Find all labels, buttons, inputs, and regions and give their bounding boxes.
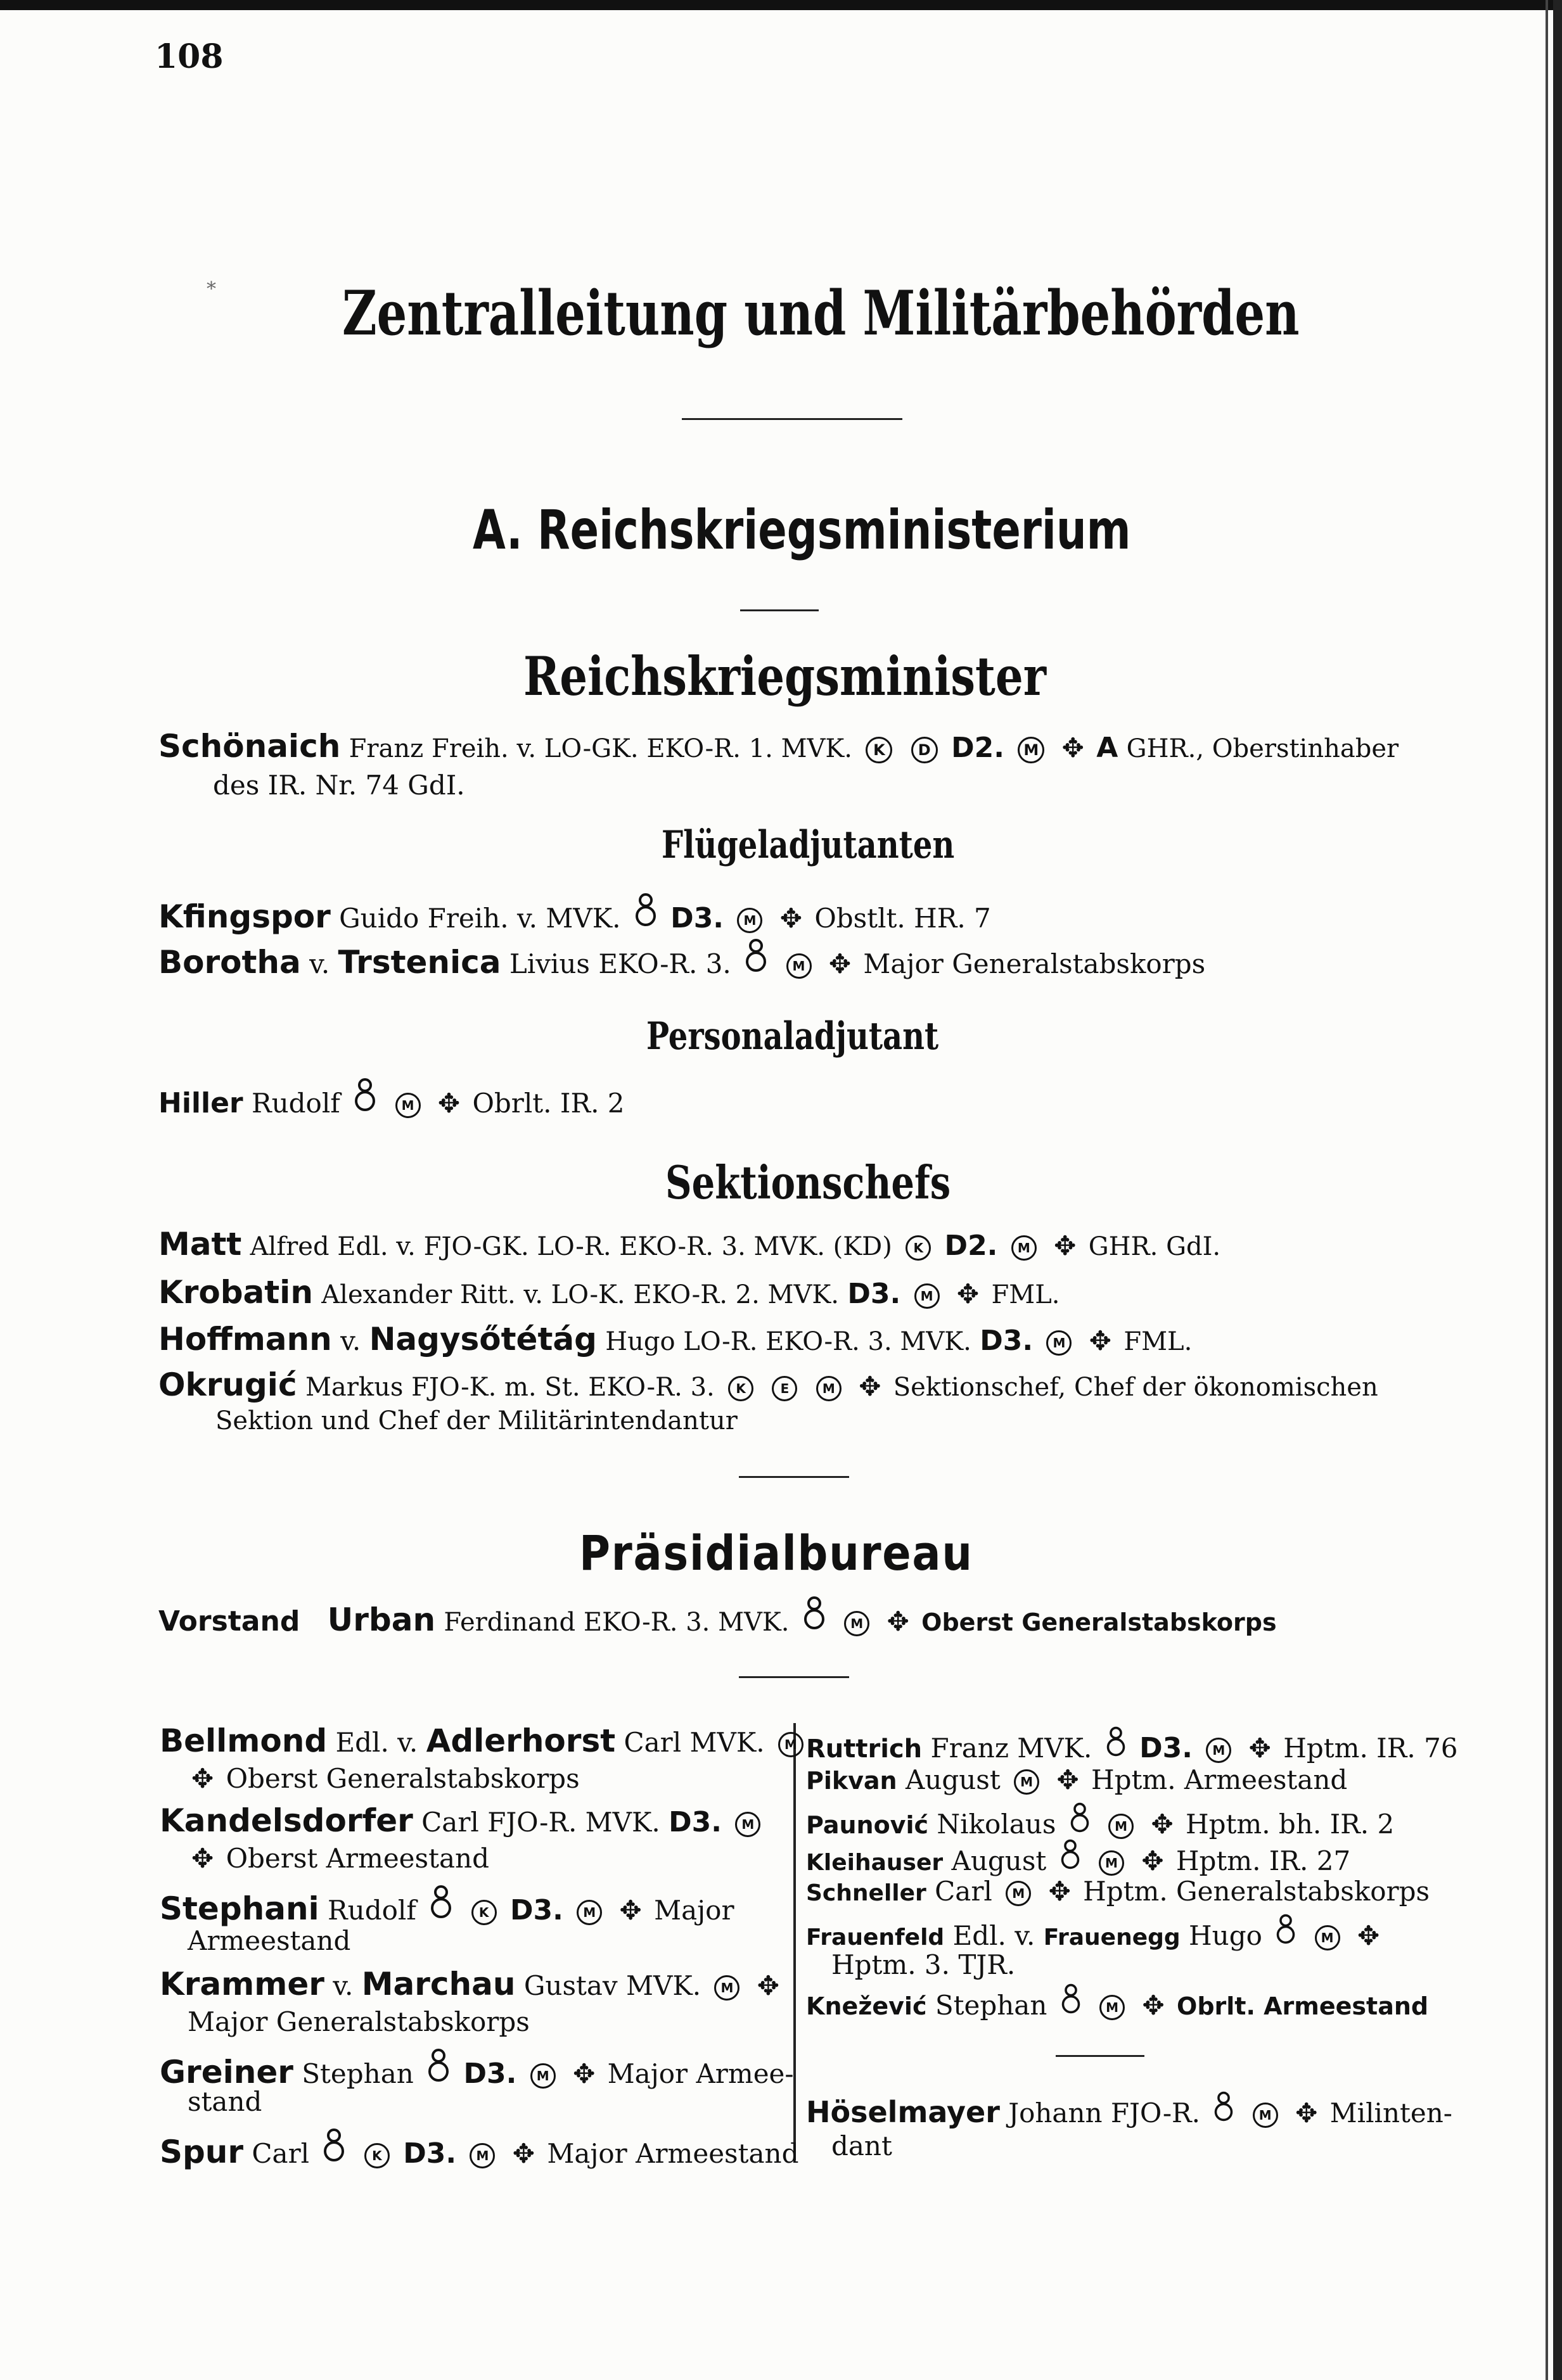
m-badge-icon: M — [1108, 1814, 1134, 1839]
decoration-letter: A — [1096, 732, 1118, 764]
list-item — [160, 1803, 765, 1840]
person-details: Edl. v. — [335, 1727, 418, 1758]
person-name-2: Nagysőtétág — [369, 1321, 597, 1358]
m-badge-icon: M — [1018, 737, 1044, 763]
knot-decoration-icon — [426, 2047, 451, 2083]
list-item-cont — [188, 1843, 489, 1874]
divider — [739, 1476, 849, 1478]
list-item — [806, 2090, 1452, 2129]
knot-decoration-icon — [802, 1595, 827, 1631]
person-details-2: Carl MVK. — [624, 1727, 765, 1758]
m-badge-icon: M — [1099, 1850, 1124, 1876]
list-item-cont: Hptm. 3. TJR. — [831, 1949, 1016, 1980]
decoration-class: D3. — [670, 902, 724, 934]
person-rank: Major Generalstabskorps — [863, 948, 1206, 979]
person-rank: Major — [654, 1895, 734, 1926]
knot-decoration-icon — [1104, 1726, 1127, 1757]
person-details: Ferdinand EKO-R. 3. MVK. — [444, 1608, 790, 1637]
list-item — [160, 2047, 794, 2091]
list-item — [158, 938, 1205, 981]
decoration-class: D2. — [951, 732, 1004, 764]
person-rank: Obstlt. HR. 7 — [814, 903, 991, 934]
cross-icon: ✥ — [1248, 1733, 1271, 1764]
decoration-class: D2. — [944, 1230, 998, 1262]
list-item — [158, 1321, 1192, 1358]
m-badge-icon: M — [1253, 2103, 1278, 2128]
person-rank: Hptm. bh. IR. 2 — [1186, 1809, 1395, 1840]
knot-decoration-icon — [321, 2127, 347, 2163]
cross-icon: ✥ — [828, 948, 852, 979]
person-name: Paunović — [806, 1811, 929, 1839]
list-item-cont — [188, 1764, 580, 1794]
person-details: Edl. v. — [952, 1920, 1035, 1951]
d-badge-icon: D — [911, 737, 938, 763]
person-name: Schneller — [806, 1880, 926, 1906]
cross-icon: ✥ — [859, 1371, 881, 1402]
person-name-2: Adlerhorst — [426, 1722, 616, 1759]
cross-icon: ✥ — [757, 1970, 779, 2001]
cross-icon: ✥ — [1056, 1764, 1079, 1795]
list-item — [806, 1913, 1383, 1951]
m-badge-icon: M — [1099, 1995, 1125, 2020]
list-item — [160, 1884, 734, 1928]
person-name: Bellmond — [160, 1722, 328, 1759]
cross-icon: ✥ — [1142, 1990, 1165, 2021]
knot-decoration-icon — [352, 1077, 378, 1112]
cross-icon: ✥ — [1089, 1325, 1111, 1356]
page-number: 108 — [155, 37, 224, 76]
cross-icon: ✥ — [1357, 1920, 1380, 1951]
cross-icon: ✥ — [512, 2138, 535, 2169]
person-details: August — [951, 1845, 1047, 1876]
ornament-mark: * — [207, 278, 216, 300]
list-item — [160, 1966, 783, 2003]
knot-decoration-icon — [1059, 1983, 1082, 2014]
e-badge-icon: E — [772, 1376, 797, 1401]
person-name: Spur — [160, 2134, 244, 2170]
knot-decoration-icon — [1068, 1802, 1091, 1833]
person-name: Hoffmann — [158, 1321, 332, 1358]
list-item — [806, 1765, 1347, 1795]
person-name-2: Trstenica — [338, 944, 501, 981]
list-item — [806, 1983, 1428, 2021]
person-rank: Oberst Generalstabskorps — [921, 1608, 1277, 1636]
k-badge-icon: K — [728, 1376, 753, 1401]
decoration-class: D3. — [980, 1325, 1034, 1357]
person-rank: FML. — [991, 1280, 1060, 1309]
person-rank: Milinten- — [1329, 2097, 1452, 2129]
list-item — [806, 1726, 1458, 1765]
m-badge-icon: M — [844, 1611, 869, 1636]
person-name-2: Marchau — [361, 1966, 516, 2002]
list-item-cont: dant — [831, 2130, 892, 2161]
person-name: Stephani — [160, 1890, 319, 1927]
column-divider — [793, 1723, 796, 2160]
knot-decoration-icon — [743, 938, 769, 973]
person-rank: GHR., Oberstinhaber — [1126, 734, 1399, 763]
m-badge-icon: M — [577, 1900, 602, 1925]
list-item — [160, 1723, 809, 1760]
cross-icon: ✥ — [1061, 732, 1084, 763]
divider — [740, 609, 819, 611]
person-name: Hiller — [158, 1087, 243, 1119]
k-badge-icon: K — [906, 1235, 931, 1261]
person-name: Krobatin — [158, 1274, 313, 1311]
person-details: Markus FJO-K. m. St. EKO-R. 3. — [305, 1373, 715, 1402]
list-item-cont: Armeestand — [188, 1925, 351, 1956]
m-badge-icon: M — [470, 2143, 495, 2168]
cross-icon: ✥ — [1295, 2097, 1318, 2129]
person-details: Alexander Ritt. v. LO-K. EKO-R. 2. MVK. — [321, 1280, 839, 1309]
decoration-class: D3. — [847, 1278, 901, 1310]
m-badge-icon: M — [816, 1376, 842, 1401]
fluegel-heading: Flügeladjutanten — [662, 823, 955, 867]
name-particle: v. — [309, 948, 330, 979]
minister-entry — [158, 729, 1399, 765]
person-rank: Obrlt. Armeestand — [1177, 1992, 1429, 2020]
person-details: Franz MVK. — [930, 1733, 1092, 1764]
list-item-cont: Major Generalstabskorps — [188, 2006, 530, 2037]
list-item — [806, 1876, 1430, 1907]
person-name: Kandelsdorfer — [160, 1802, 413, 1839]
person-rank: Major Armee- — [607, 2058, 794, 2089]
person-details: Rudolf — [251, 1088, 340, 1119]
minister-entry-cont: des IR. Nr. 74 GdI. — [213, 770, 465, 801]
person-rank: Hptm. IR. 27 — [1175, 1845, 1351, 1876]
person-details: Gustav MVK. — [523, 1970, 701, 2001]
section-heading: A. Reichskriegsministerium — [473, 499, 1131, 562]
person-name-2: Frauenegg — [1043, 1925, 1181, 1950]
person-rank: Major Armeestand — [547, 2138, 799, 2169]
m-badge-icon: M — [1006, 1881, 1031, 1906]
m-badge-icon: M — [778, 1732, 803, 1757]
person-name: Okrugić — [158, 1366, 297, 1403]
cross-icon: ✥ — [619, 1895, 642, 1926]
person-rank: FML. — [1123, 1327, 1193, 1356]
m-badge-icon: M — [1315, 1925, 1340, 1950]
person-name: Frauenfeld — [806, 1925, 945, 1950]
list-item-cont: stand — [188, 2086, 262, 2117]
person-details: Franz Freih. v. LO-GK. EKO-R. 1. MVK. — [349, 734, 853, 763]
person-details: Carl — [252, 2138, 310, 2169]
m-badge-icon: M — [530, 2063, 556, 2089]
person-name: Krammer — [160, 1966, 324, 2002]
person-rank: Hptm. Armeestand — [1091, 1764, 1348, 1795]
k-badge-icon: K — [471, 1900, 497, 1925]
m-badge-icon: M — [714, 1975, 739, 2001]
sektions-heading: Sektionschefs — [665, 1155, 951, 1209]
m-badge-icon: M — [735, 1812, 760, 1837]
cross-icon: ✥ — [956, 1278, 980, 1309]
person-details: Nikolaus — [937, 1809, 1056, 1840]
person-name: Pikvan — [806, 1767, 897, 1795]
name-particle: v. — [333, 1970, 354, 2001]
cross-icon: ✥ — [1141, 1845, 1164, 1876]
k-badge-icon: K — [866, 737, 892, 763]
divider — [682, 418, 902, 420]
person-rank: Oberst Armeestand — [226, 1843, 489, 1874]
decoration-class: D3. — [509, 1894, 563, 1926]
person-details: Carl — [935, 1876, 992, 1907]
person-details: Carl FJO-R. MVK. — [421, 1807, 660, 1838]
list-item — [158, 1077, 625, 1120]
m-badge-icon: M — [395, 1093, 421, 1118]
praes-heading: Präsidialbureau — [579, 1525, 973, 1581]
k-badge-icon: K — [364, 2143, 390, 2168]
m-badge-icon: M — [1046, 1330, 1072, 1356]
decoration-class: D3. — [669, 1806, 722, 1838]
cross-icon: ✥ — [191, 1763, 214, 1794]
person-details: August — [905, 1764, 1001, 1795]
m-badge-icon: M — [1011, 1235, 1037, 1261]
person-details: Rudolf — [328, 1895, 416, 1926]
person-rank: Hptm. Generalstabskorps — [1083, 1876, 1430, 1907]
person-name: Urban — [327, 1601, 436, 1638]
person-name: Schönaich — [158, 728, 341, 765]
person-name: Ruttrich — [806, 1734, 923, 1764]
person-rank: Sektionschef, Chef der ökonomischen — [893, 1373, 1378, 1402]
cross-icon: ✥ — [1048, 1876, 1071, 1907]
cross-icon: ✥ — [887, 1606, 909, 1637]
person-details: Livius EKO-R. 3. — [509, 948, 731, 979]
knot-decoration-icon — [1212, 2090, 1235, 2122]
list-item-cont: Sektion und Chef der Militärintendantur — [215, 1406, 738, 1435]
cross-icon: ✥ — [437, 1088, 461, 1119]
cross-icon: ✥ — [573, 2058, 596, 2089]
person-details: Alfred Edl. v. FJO-GK. LO-R. EKO-R. 3. MVK. (KD) — [250, 1232, 892, 1261]
person-name: Höselmayer — [806, 2095, 1000, 2129]
list-item — [806, 1838, 1350, 1876]
person-details: Hugo LO-R. EKO-R. 3. MVK. — [605, 1327, 971, 1356]
knot-decoration-icon — [633, 892, 658, 927]
m-badge-icon: M — [1014, 1769, 1039, 1795]
person-details: Stephan — [935, 1990, 1047, 2021]
name-particle: v. — [340, 1325, 361, 1356]
vorstand-entry — [158, 1595, 1277, 1639]
cross-icon: ✥ — [191, 1843, 214, 1874]
person-details: Stephan — [302, 2058, 414, 2089]
cross-icon: ✥ — [779, 903, 802, 934]
cross-icon: ✥ — [1151, 1809, 1174, 1840]
scan-border-right-inner — [1546, 0, 1548, 2380]
scan-border-top — [0, 0, 1562, 10]
list-item — [158, 1226, 1220, 1263]
person-rank: Obrlt. IR. 2 — [472, 1088, 625, 1119]
minister-heading: Reichskriegsminister — [523, 645, 1046, 708]
person-details: Guido Freih. v. MVK. — [339, 903, 621, 934]
list-item — [806, 1802, 1394, 1840]
knot-decoration-icon — [1274, 1913, 1297, 1945]
list-item — [158, 1367, 1378, 1404]
page-title: Zentralleitung und Militärbehörden — [342, 277, 1300, 349]
list-item — [158, 1275, 1059, 1311]
m-badge-icon: M — [914, 1283, 940, 1309]
cross-icon: ✥ — [1054, 1230, 1077, 1261]
person-rank: Oberst Generalstabskorps — [226, 1763, 580, 1794]
m-badge-icon: M — [737, 908, 762, 933]
scan-border-right — [1553, 0, 1562, 2380]
person-details: Johann FJO-R. — [1008, 2097, 1201, 2129]
m-badge-icon: M — [786, 953, 812, 979]
person-rank: GHR. GdI. — [1088, 1232, 1221, 1261]
decoration-class: D3. — [463, 2058, 517, 2090]
person-name: Kleihauser — [806, 1850, 944, 1876]
person-rank: Hptm. IR. 76 — [1283, 1733, 1458, 1764]
divider — [739, 1676, 849, 1678]
person-name: Borotha — [158, 944, 301, 981]
knot-decoration-icon — [428, 1884, 454, 1919]
person-name: Greiner — [160, 2054, 293, 2090]
person-details-2: Hugo — [1189, 1920, 1262, 1951]
list-item — [158, 892, 991, 936]
person-name: Kfingspor — [158, 898, 331, 935]
vorstand-label: Vorstand — [158, 1605, 300, 1638]
divider — [1056, 2055, 1144, 2057]
m-badge-icon: M — [1206, 1738, 1231, 1763]
decoration-class: D3. — [1139, 1732, 1193, 1764]
list-item — [160, 2127, 798, 2171]
decoration-class: D3. — [403, 2137, 457, 2170]
person-name: Knežević — [806, 1992, 927, 2020]
knot-decoration-icon — [1059, 1838, 1082, 1870]
personal-heading: Personaladjutant — [646, 1014, 939, 1059]
person-name: Matt — [158, 1226, 242, 1263]
